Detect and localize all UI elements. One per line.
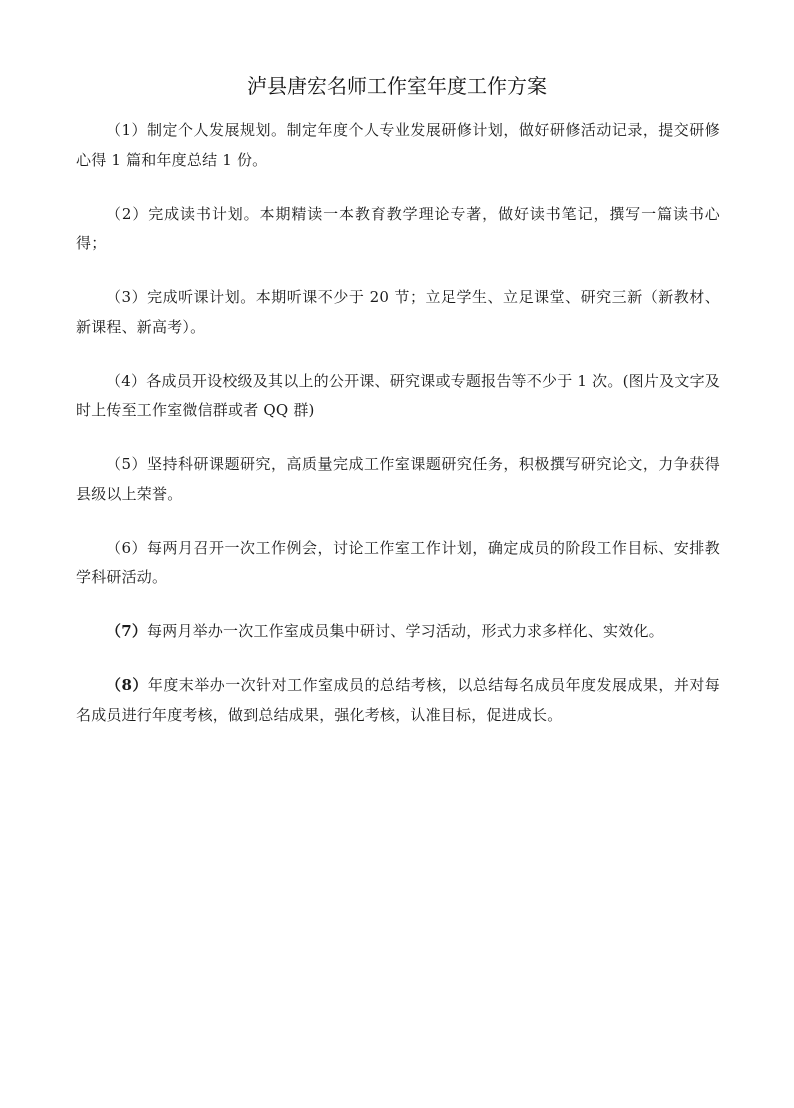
document-title: 泸县唐宏名师工作室年度工作方案: [247, 74, 547, 98]
paragraph-text: 每两月召开一次工作例会，讨论工作室工作计划，确定成员的阶段工作目标、安排教学科研活动。: [76, 538, 720, 586]
paragraph-4: [76, 367, 720, 426]
paragraph-number: （1）: [106, 121, 148, 139]
paragraph-text: 年度末举办一次针对工作室成员的总结考核，以总结每名成员年度发展成果，并对每名成员进行年度考核，做到总结成果，强化考核，认准目标，促进成长。: [76, 676, 720, 724]
paragraph-number: （4）: [106, 371, 147, 390]
document-body: [76, 116, 720, 755]
paragraph-text: 坚持科研课题研究，高质量完成工作室课题研究任务，积极撰写研究论文，力争获得县级以上荣誉。: [76, 455, 720, 503]
paragraph-number: （3）: [106, 288, 148, 306]
paragraph-1: [76, 116, 720, 175]
paragraph-text: 完成读书计划。本期精读一本教育教学理论专著，做好读书笔记，撰写一篇读书心得；: [76, 204, 720, 252]
paragraph-number: （7）: [106, 622, 148, 640]
paragraph-number: （5）: [106, 455, 148, 473]
paragraph-2: [76, 200, 720, 259]
paragraph-text: 每两月举办一次工作室成员集中研讨、学习活动，形式力求多样化、实效化。: [147, 622, 664, 640]
paragraph-text: 制定个人发展规划。制定年度个人专业发展研修计划，做好研修活动记录，提交研修心得 1 篇和年度总结 1 份。: [76, 121, 720, 169]
paragraph-5: [76, 450, 720, 509]
paragraph-8: [76, 671, 720, 730]
paragraph-3: [76, 283, 720, 342]
paragraph-7: [76, 617, 720, 647]
paragraph-number: （6）: [106, 538, 148, 557]
paragraph-number: （2）: [106, 204, 149, 223]
paragraph-text: 完成听课计划。本期听课不少于 20 节；立足学生、立足课堂、研究三新（新教材、新课程、新高考）。: [76, 288, 720, 336]
paragraph-number: （8）: [106, 676, 148, 694]
paragraph-text: 各成员开设校级及其以上的公开课、研究课或专题报告等不少于 1 次。(图片及文字及时上传至工作室微信群或者 QQ 群): [76, 371, 720, 419]
paragraph-6: [76, 534, 720, 593]
